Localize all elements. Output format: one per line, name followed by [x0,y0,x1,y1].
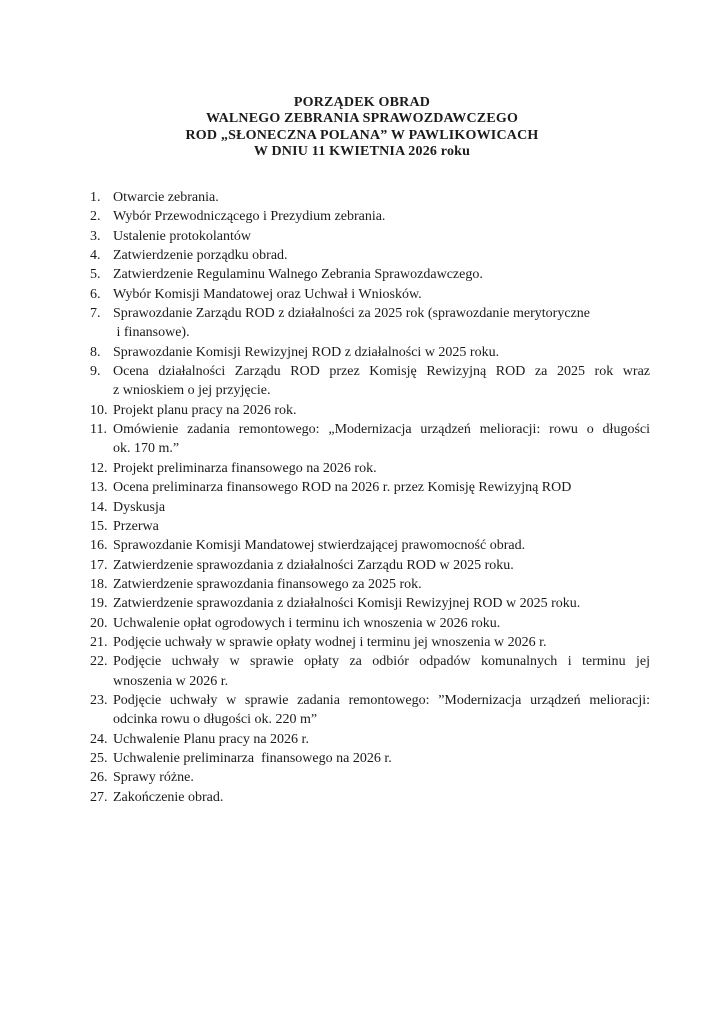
item-text [113,285,650,304]
list-item [90,517,650,536]
item-text [113,459,650,478]
list-item [90,304,650,343]
item-number: 26. [90,770,108,786]
title-line: PORZĄDEK OBRAD [293,95,431,110]
list-item [90,362,650,401]
item-number: 4. [90,248,101,264]
item-text-line: Omówienie zadania remontowego: „Modernizacja urządzeń melioracji: rowu o długości [113,422,650,438]
document-title [0,95,724,160]
item-text-line: Projekt planu pracy na 2026 rok. [113,402,297,418]
list-item [90,343,650,362]
item-text [113,343,650,362]
item-text-line: Wybór Przewodniczącego i Prezydium zebrania. [113,209,386,225]
item-number: 22. [90,654,108,670]
item-text-line: Ocena działalności Zarządu ROD przez Komisję Rewizyjną ROD za 2025 rok wraz [113,364,650,380]
item-text-line: Ustalenie protokolantów [113,228,252,244]
item-text-line: Sprawy różne. [113,770,194,786]
item-text-line: Podjęcie uchwały w sprawie opłaty za odbiór odpadów komunalnych i terminu jej [113,654,650,670]
list-item [90,788,650,807]
list-item [90,652,650,691]
list-item [90,246,650,265]
item-text [113,633,650,652]
item-text-line: Uchwalenie opłat ogrodowych i terminu ich wnoszenia w 2026 roku. [113,615,501,631]
item-text [113,691,650,730]
list-item [90,749,650,768]
item-text [113,420,650,459]
item-number: 8. [90,344,101,360]
list-item [90,633,650,652]
item-text [113,265,650,284]
item-text [113,652,650,691]
item-number: 14. [90,499,108,515]
item-number: 9. [90,364,101,380]
item-text [113,498,650,517]
item-text-line: Zatwierdzenie porządku obrad. [113,248,288,264]
item-text-line: Zakończenie obrad. [113,789,224,805]
item-text-line: odcinka rowu o długości ok. 220 m” [113,712,318,728]
item-text [113,478,650,497]
item-text-line: Wybór Komisji Mandatowej oraz Uchwał i Wniosków. [113,286,422,302]
item-number: 1. [90,190,101,205]
item-text-line: z wnioskiem o jej przyjęcie. [113,383,271,399]
item-text-line: Zatwierdzenie Regulaminu Walnego Zebrania Sprawozdawczego. [113,267,483,283]
list-item [90,207,650,226]
list-item [90,227,650,246]
list-item [90,265,650,284]
item-text [113,730,650,749]
item-text-line: Ocena preliminarza finansowego ROD na 2026 r. przez Komisję Rewizyjną ROD [113,480,572,496]
item-number: 16. [90,538,108,554]
item-number: 27. [90,789,108,805]
item-text-line: wnoszenia w 2026 r. [113,673,229,689]
item-text [113,304,650,343]
item-text-line: Sprawozdanie Komisji Rewizyjnej ROD z działalności w 2025 roku. [113,344,500,360]
item-text [113,188,650,207]
item-text-line: Uchwalenie Planu pracy na 2026 r. [113,731,309,747]
item-text [113,227,650,246]
item-text [113,401,650,420]
item-number: 19. [90,596,108,612]
list-item [90,420,650,459]
item-text-line: Sprawozdanie Komisji Mandatowej stwierdzającej prawomocność obrad. [113,538,526,554]
item-number: 11. [90,422,107,438]
item-number: 13. [90,480,108,496]
item-text [113,556,650,575]
item-number: 6. [90,286,101,302]
list-item [90,691,650,730]
title-line: ROD „SŁONECZNA POLANA” W PAWLIKOWICACH [185,127,539,143]
item-text-line: i finansowe). [113,325,190,341]
item-text-line: Podjęcie uchwały w sprawie zadania remontowego: ”Modernizacja urządzeń melioracji: [113,692,650,708]
list-item [90,188,650,207]
agenda-list [90,188,650,807]
item-text-line: Zatwierdzenie sprawozdania z działalności Komisji Rewizyjnej ROD w 2025 roku. [113,596,581,612]
item-text-line: Sprawozdanie Zarządu ROD z działalności za 2025 rok (sprawozdanie merytoryczne [113,306,590,322]
item-text [113,788,650,807]
list-item [90,459,650,478]
item-text [113,749,650,768]
list-item [90,401,650,420]
list-item [90,594,650,613]
list-item [90,478,650,497]
list-item [90,556,650,575]
item-number: 25. [90,750,108,766]
item-text-line: Zatwierdzenie sprawozdania finansowego za 2025 rok. [113,576,422,592]
item-text [113,362,650,401]
item-text-line: Podjęcie uchwały w sprawie opłaty wodnej i terminu jej wnoszenia w 2026 r. [113,634,547,650]
item-number: 20. [90,615,108,631]
item-text-line: Projekt preliminarza finansowego na 2026 rok. [113,460,377,476]
item-text [113,768,650,787]
item-text-line: Otwarcie zebrania. [113,190,219,205]
item-text [113,517,650,536]
item-text [113,614,650,633]
item-number: 21. [90,634,108,650]
list-item [90,536,650,555]
item-number: 5. [90,267,101,283]
item-number: 7. [90,306,101,322]
title-line: W DNIU 11 KWIETNIA 2026 roku [253,143,471,159]
list-item [90,614,650,633]
item-text [113,246,650,265]
item-text-line: ok. 170 m.” [113,441,180,457]
item-number: 2. [90,209,101,225]
item-number: 15. [90,518,108,534]
item-number: 23. [90,692,108,708]
list-item [90,730,650,749]
item-number: 12. [90,460,108,476]
item-text-line: Przerwa [113,518,159,534]
item-text [113,575,650,594]
item-text-line: Dyskusja [113,499,166,515]
list-item [90,285,650,304]
item-text [113,536,650,555]
item-number: 18. [90,576,108,592]
item-number: 10. [90,402,108,418]
item-number: 24. [90,731,108,747]
item-text [113,594,650,613]
item-number: 17. [90,557,108,573]
item-text-line: Uchwalenie preliminarza finansowego na 2026 r. [113,750,392,766]
item-text [113,207,650,226]
item-text-line: Zatwierdzenie sprawozdania z działalności Zarządu ROD w 2025 roku. [113,557,514,573]
list-item [90,498,650,517]
list-item [90,768,650,787]
list-item [90,575,650,594]
title-line: WALNEGO ZEBRANIA SPRAWOZDAWCZEGO [205,111,519,127]
item-number: 3. [90,228,101,244]
